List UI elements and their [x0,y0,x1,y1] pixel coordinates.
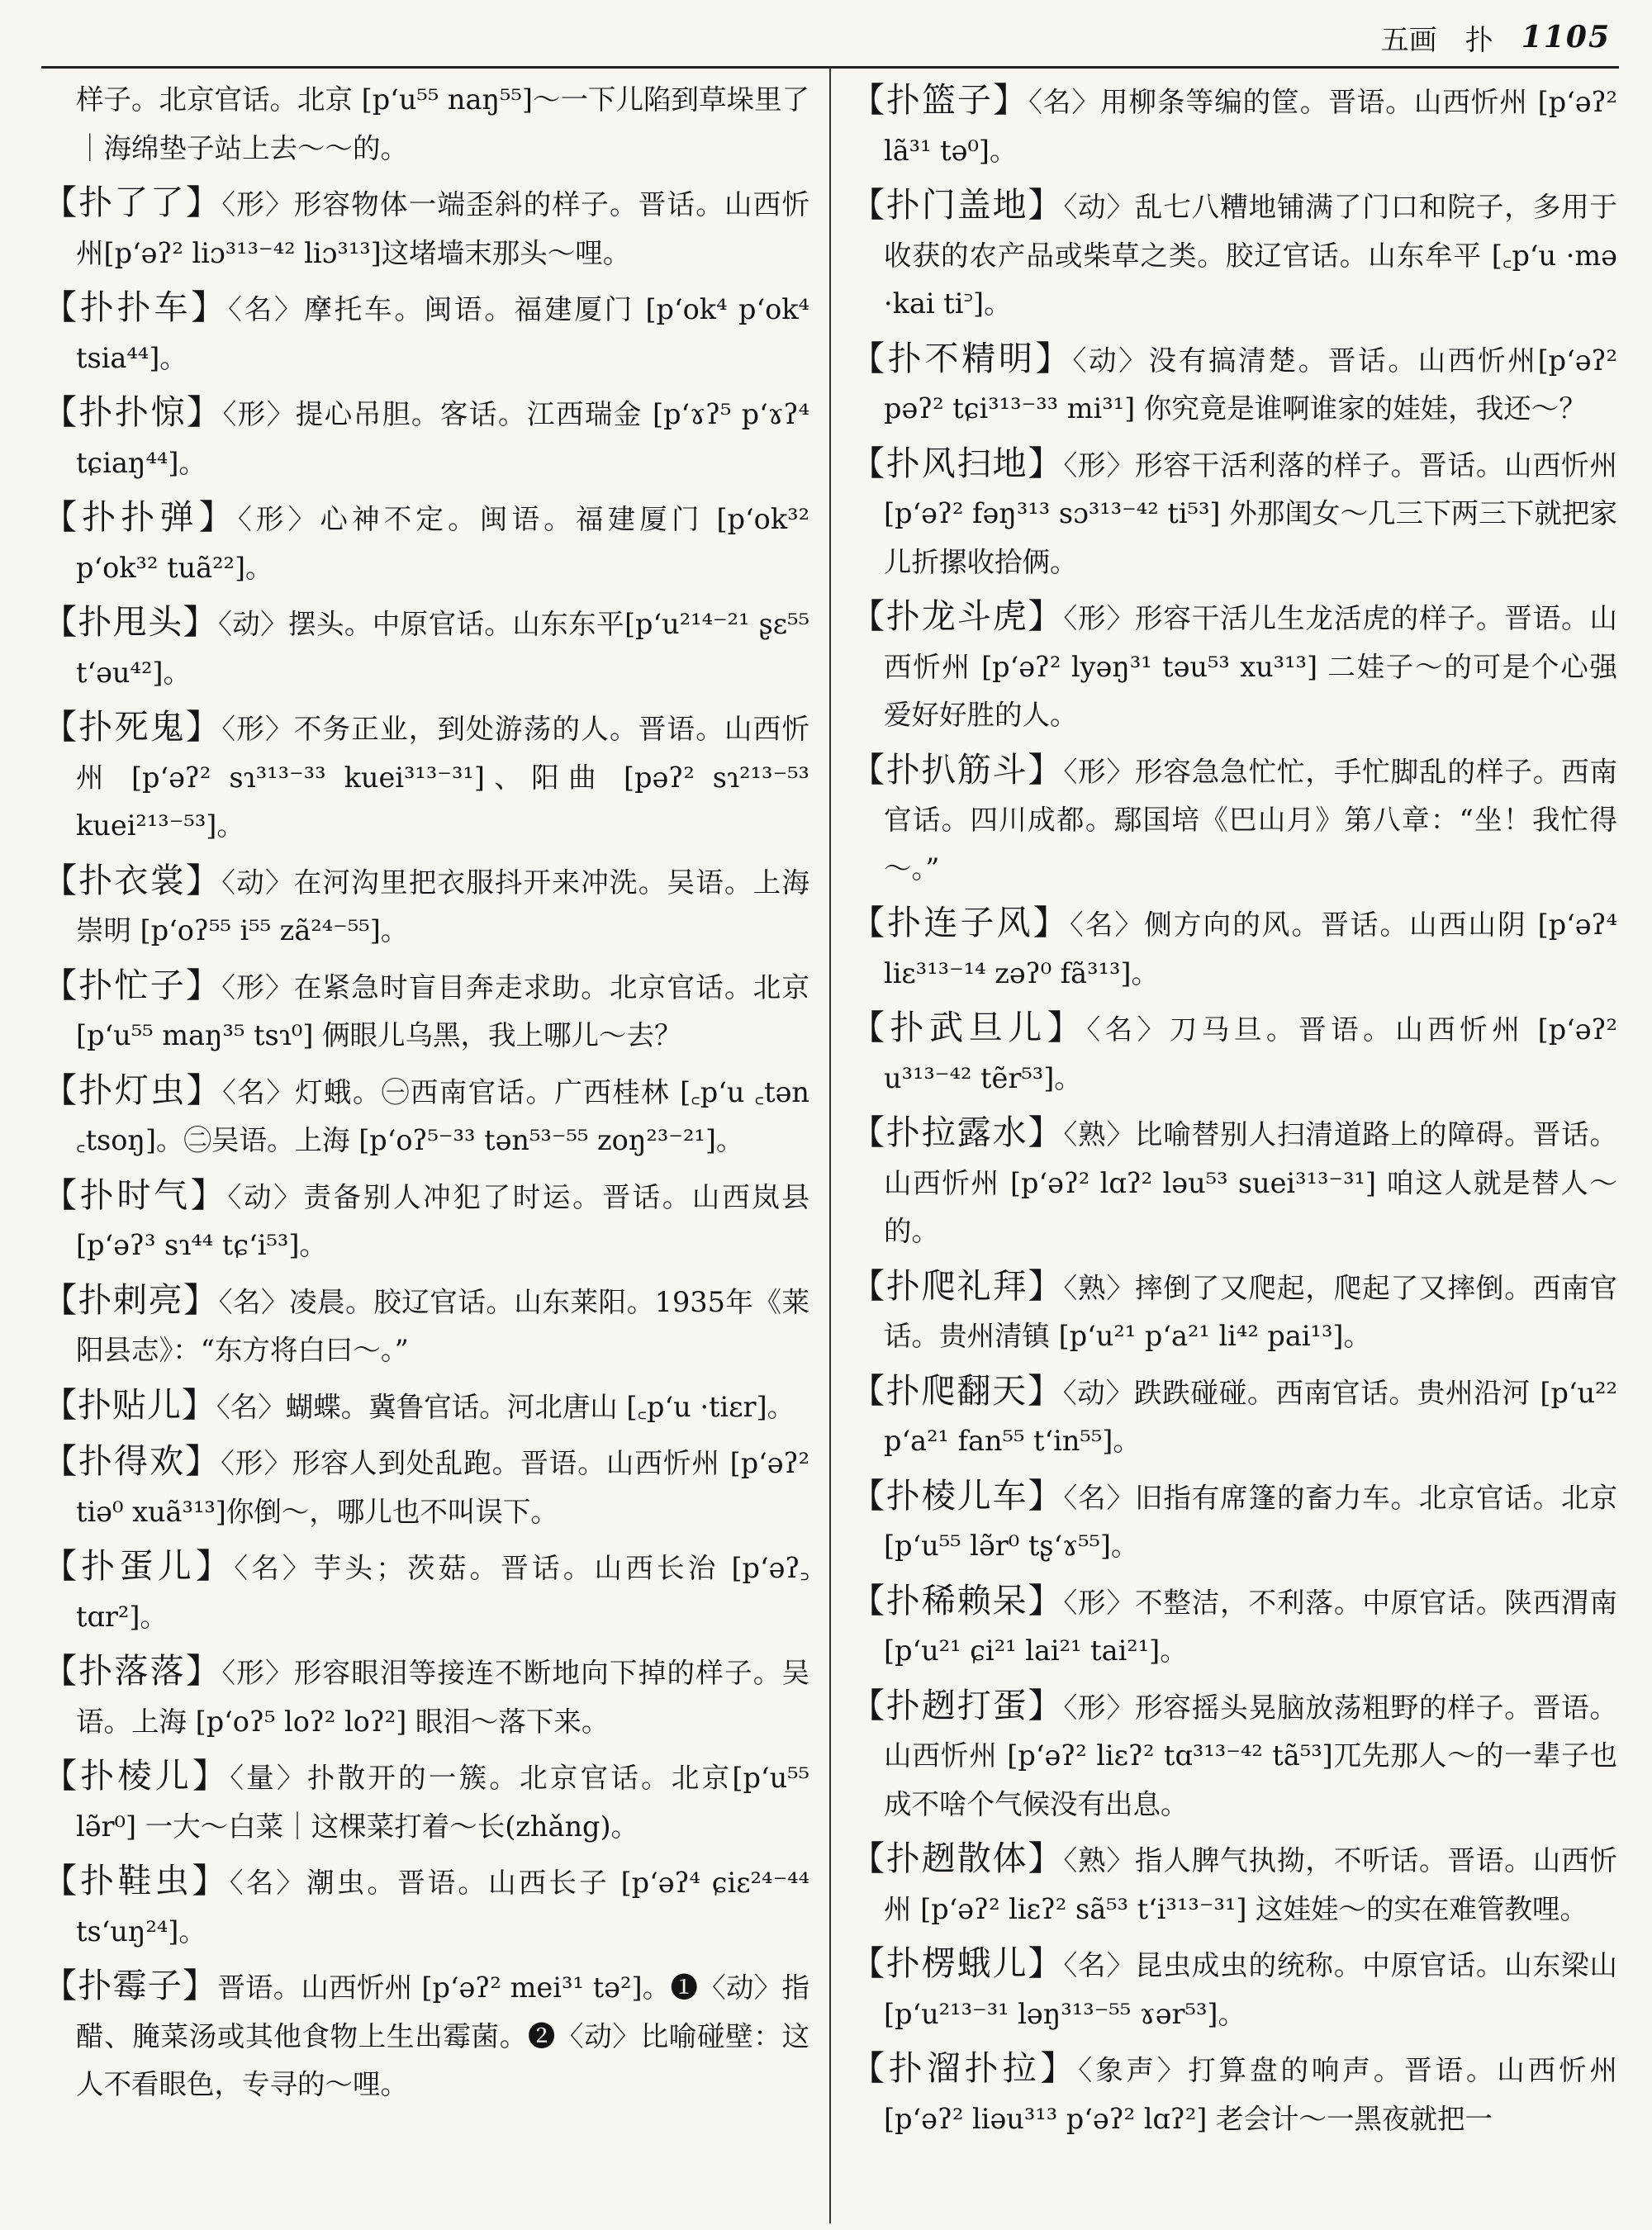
entry-headword: 【扑得欢】 [43,1441,221,1481]
entry-headword: 【扑拉露水】 [851,1113,1064,1152]
dictionary-entry [43,1962,809,2109]
entry-definition: 〈形〉形容干活利落的样子。晋话。山西忻州 [pʻəʔ² fəŋ³¹³ sɔ³¹³⁻⁴² ti⁵³] 外那闺女～几三下两三下就把家儿折摞收拾俩。 [884,448,1617,578]
entry-headword: 【扑不精明】 [851,338,1073,378]
entry-definition: 〈形〉不务正业，到处游荡的人。晋语。山西忻州 [pʻəʔ² sɿ³¹³⁻³³ kuei³¹³⁻³¹]、阳曲 [pəʔ² sɿ²¹³⁻⁵³ kuei²¹³⁻⁵³]。 [76,713,809,842]
entry-definition: 〈形〉形容急急忙忙，手忙脚乱的样子。西南官话。四川成都。鄢国培《巴山月》第八章：“坐！我忙得～。” [884,755,1617,885]
dictionary-entry [43,1381,809,1432]
entry-headword: 【扑楞蛾儿】 [851,1943,1064,1983]
dictionary-entry [851,439,1617,587]
entry-headword: 【扑霉子】 [43,1966,218,2005]
entry-headword: 【扑爬礼拜】 [851,1265,1064,1306]
left-column [43,76,809,2215]
dictionary-entry [851,1262,1617,1361]
entry-definition: 〈形〉形容眼泪等接连不断地向下掉的样子。吴语。上海 [pʻoʔ⁵ loʔ² loʔ²] 眼泪～落下来。 [76,1657,809,1738]
entry-definition: 〈动〉跌跌碰碰。西南官话。贵州沿河 [pʻu²² pʻa²¹ fan⁵⁵ tʻin⁵⁵]。 [884,1376,1617,1457]
dictionary-entry [43,961,809,1060]
entry-headword: 【扑爬翻天】 [851,1370,1063,1411]
entry-definition: 〈熟〉指人脾气执拗，不听话。晋语。山西忻州 [pʻəʔ² liɛʔ² sã⁵³ tʻi³¹³⁻³¹] 这娃娃～的实在难管教哩。 [884,1844,1617,1925]
entry-definition: 〈名〉芋头；茨菇。晋话。山西长治 [pʻəʔ꜆ tɑr²]。 [76,1552,809,1633]
entry-definition: 〈形〉不整洁，不利落。中原官话。陕西渭南 [pʻu²¹ ɕi²¹ lai²¹ tai²¹]。 [884,1586,1617,1667]
entry-definition: 〈动〉没有搞清楚。晋话。山西忻州[pʻəʔ² pəʔ² tɕi³¹³⁻³³ mi³¹] 你究竟是谁啊谁家的娃娃，我还～？ [884,344,1617,425]
dictionary-entry [43,598,809,697]
entry-definition: 样子。北京官话。北京 [pʻu⁵⁵ naŋ⁵⁵]～一下儿陷到草垛里了｜海绵垫子站上去～～的。 [76,83,809,164]
dictionary-entry [43,1171,809,1270]
dictionary-entry [851,2044,1617,2143]
dictionary-entry [851,1834,1617,1933]
dictionary-entry [851,1472,1617,1571]
entry-definition: 〈动〉在河沟里把衣服抖开来冲洗。吴语。上海崇明 [pʻoʔ⁵⁵ i⁵⁵ zã²⁴⁻⁵⁵]。 [76,866,809,947]
entry-headword: 【扑鞋虫】 [43,1861,230,1900]
dictionary-entry [851,76,1617,175]
entry-headword: 【扑趔散体】 [851,1839,1064,1878]
entry-definition: 〈象声〉打算盘的响声。晋语。山西忻州 [pʻəʔ² liəu³¹³ pʻəʔ² lɑʔ²] 老会计～一黑夜就把一 [884,2054,1617,2135]
entry-definition: 〈名〉侧方向的风。晋话。山西山阴 [pʻəʔ⁴ liɛ³¹³⁻¹⁴ zəʔ⁰ fã³¹³]。 [884,909,1617,989]
entry-headword: 【扑棱儿车】 [851,1475,1064,1516]
dictionary-entry [851,1682,1617,1829]
entry-headword: 【扑趔打蛋】 [851,1685,1064,1725]
entry-definition: 〈名〉凌晨。胶辽官话。山东莱阳。1935年《莱阳县志》：“东方将白曰～。” [76,1285,809,1366]
entry-definition: 〈名〉潮虫。晋语。山西长子 [pʻəʔ⁴ ɕiɛ²⁴⁻⁴⁴ tsʻuŋ²⁴]。 [76,1867,809,1948]
entry-definition: 〈动〉责备别人冲犯了时运。晋话。山西岚县 [pʻəʔ³ sɿ⁴⁴ tɕʻi⁵³]。 [76,1180,809,1261]
dictionary-entry [43,1066,809,1165]
dictionary-entry [43,493,809,592]
entry-definition: 〈名〉旧指有席篷的畜力车。北京官话。北京 [pʻu⁵⁵ lə̃r⁰ tʂʻɤ⁵⁵]。 [884,1481,1617,1562]
entry-definition: 晋语。山西忻州 [pʻəʔ² mei³¹ tə²]。❶〈动〉指醋、腌菜汤或其他食物上生出霉菌。❷〈动〉比喻碰壁：这人不看眼色，专寻的～哩。 [76,1971,809,2100]
dictionary-entry [851,334,1617,434]
dictionary-entry [851,1108,1617,1256]
entry-headword: 【扑篮子】 [851,80,1029,120]
dictionary-entry [851,592,1617,740]
entry-headword: 【扑扑惊】 [43,392,223,432]
dictionary-entry [851,899,1617,998]
dictionary-entry [851,1004,1617,1103]
entry-headword: 【扑棱儿】 [43,1756,230,1796]
entry-definition: 〈名〉用柳条等编的筐。晋语。山西忻州 [pʻəʔ² lã³¹ tə⁰]。 [884,86,1617,167]
entry-headword: 【扑死鬼】 [43,707,222,747]
entry-definition: 〈名〉昆虫成虫的统称。中原官话。山东梁山 [pʻu²¹³⁻³¹ ləŋ³¹³⁻⁵⁵ ɤər⁵³]。 [884,1949,1617,2030]
entry-headword: 【扑忙子】 [43,965,222,1005]
entry-definition: 〈形〉在紧急时盲目奔走求助。北京官话。北京 [pʻu⁵⁵ maŋ³⁵ tsɿ⁰] 俩眼儿乌黑，我上哪儿～去？ [76,970,809,1051]
dictionary-entry [43,1752,809,1851]
entry-definition: 〈名〉灯蛾。㊀西南官话。广西桂林 [꜀pʻu ꜀tən ꜀tsoŋ]。㊁吴语。上海 [pʻoʔ⁵⁻³³ tən⁵³⁻⁵⁵ zoŋ²³⁻²¹]。 [76,1075,809,1156]
entry-headword: 【扑甩头】 [43,602,219,642]
entry-headword: 【扑连子风】 [851,903,1070,942]
entry-headword: 【扑武旦儿】 [851,1008,1087,1047]
dictionary-entry [43,388,809,487]
dictionary-entry [43,76,809,173]
entry-definition: 〈量〉扑散开的一簇。北京官话。北京[pʻu⁵⁵ lə̃r⁰] 一大～白菜｜这棵菜打着～长(zhǎng)。 [76,1762,809,1843]
entry-definition: 〈形〉形容物体一端歪斜的样子。晋话。山西忻州[pʻəʔ² liɔ³¹³⁻⁴² liɔ³¹³]这堵墙末那头～哩。 [76,188,809,269]
dictionary-entry [43,1437,809,1536]
entry-headword: 【扑时气】 [43,1174,228,1215]
entry-definition: 〈名〉摩托车。闽语。福建厦门 [pʻok⁴ pʻok⁴ tsia⁴⁴]。 [76,293,809,374]
entry-definition: 〈形〉形容人到处乱跑。晋语。山西忻州 [pʻəʔ² tiə⁰ xuã³¹³]你倒～，哪儿也不叫误下。 [76,1447,809,1528]
entry-headword: 【扑门盖地】 [851,185,1064,225]
entry-definition: 〈熟〉比喻替别人扫清道路上的障碍。晋话。山西忻州 [pʻəʔ² lɑʔ² ləu⁵³ suei³¹³⁻³¹] 咱这人就是替人～的。 [884,1118,1617,1247]
dictionary-entry [43,283,809,382]
dictionary-entry [851,181,1617,329]
dictionary-entry [43,703,809,851]
entry-headword: 【扑扑车】 [43,287,229,327]
entry-headword: 【扑扒筋斗】 [851,749,1064,790]
entry-headword: 【扑落落】 [43,1651,222,1691]
entry-headword: 【扑稀赖呆】 [851,1580,1064,1620]
dictionary-entry [43,1647,809,1746]
dictionary-entry [43,1542,809,1641]
entry-headword: 【扑灯虫】 [43,1070,223,1110]
entry-headword: 【扑风扫地】 [851,443,1064,483]
right-column [851,76,1617,2215]
entry-headword: 【扑蛋儿】 [43,1546,235,1586]
entry-headword: 【扑了了】 [43,183,222,222]
dictionary-entry [851,746,1617,894]
dictionary-entry [851,1367,1617,1466]
entry-definition: 〈形〉形容干活儿生龙活虎的样子。晋语。山西忻州 [pʻəʔ² lyəŋ³¹ təu⁵³ xu³¹³] 二娃子～的可是个心强爱好好胜的人。 [884,602,1617,731]
dictionary-entry [43,1276,809,1375]
entry-headword: 【扑溜扑拉】 [851,2048,1079,2088]
entry-definition: 〈名〉蝴蝶。冀鲁官话。河北唐山 [꜀pʻu ·tiɛr]。 [216,1390,795,1423]
entry-definition: 〈名〉刀马旦。晋语。山西忻州 [pʻəʔ² u³¹³⁻⁴² tẽr⁵³]。 [884,1013,1617,1094]
column-divider [829,68,831,2223]
entry-definition: 〈形〉提心吊胆。客话。江西瑞金 [pʻɤʔ⁵ pʻɤʔ⁴ tɕiaŋ⁴⁴]。 [76,398,809,479]
dictionary-entry [43,1857,809,1956]
entry-headword: 【扑贴儿】 [43,1384,216,1425]
entry-definition: 〈熟〉摔倒了又爬起，爬起了又摔倒。西南官话。贵州清镇 [pʻu²¹ pʻa²¹ li⁴² pai¹³]。 [884,1271,1617,1352]
section-label: 五画 [1380,23,1437,57]
entry-definition: 〈形〉心神不定。闽语。福建厦门 [pʻok³² pʻok³² tuã²²]。 [76,503,809,584]
entry-headword: 【扑剌亮】 [43,1279,219,1320]
entry-definition: 〈形〉形容摇头晃脑放荡粗野的样子。晋语。山西忻州 [pʻəʔ² liɛʔ² tɑ³¹³⁻⁴² tã⁵³]兀先那人～的一辈子也成不啥个气候没有出息。 [884,1691,1617,1820]
entry-headword: 【扑龙斗虎】 [851,596,1064,636]
page-header [41,15,1611,59]
entry-definition: 〈动〉乱七八糟地铺满了门口和院子，多用于收获的农产品或柴草之类。胶辽官话。山东牟平 [꜀pʻu ·mə ·kai ti꜄]。 [884,191,1617,320]
entry-definition: 〈动〉摆头。中原官话。山东东平[pʻu²¹⁴⁻²¹ ʂɛ⁵⁵ tʻəu⁴²]。 [76,608,809,689]
entry-headword: 【扑扑弹】 [43,497,238,537]
dictionary-entry [851,1577,1617,1676]
radical-label: 扑 [1464,23,1493,57]
dictionary-entry [43,856,809,956]
entry-headword: 【扑衣裳】 [43,860,222,900]
dictionary-entry [43,178,809,278]
page-number: 1105 [1521,20,1611,55]
dictionary-entry [851,1939,1617,2038]
